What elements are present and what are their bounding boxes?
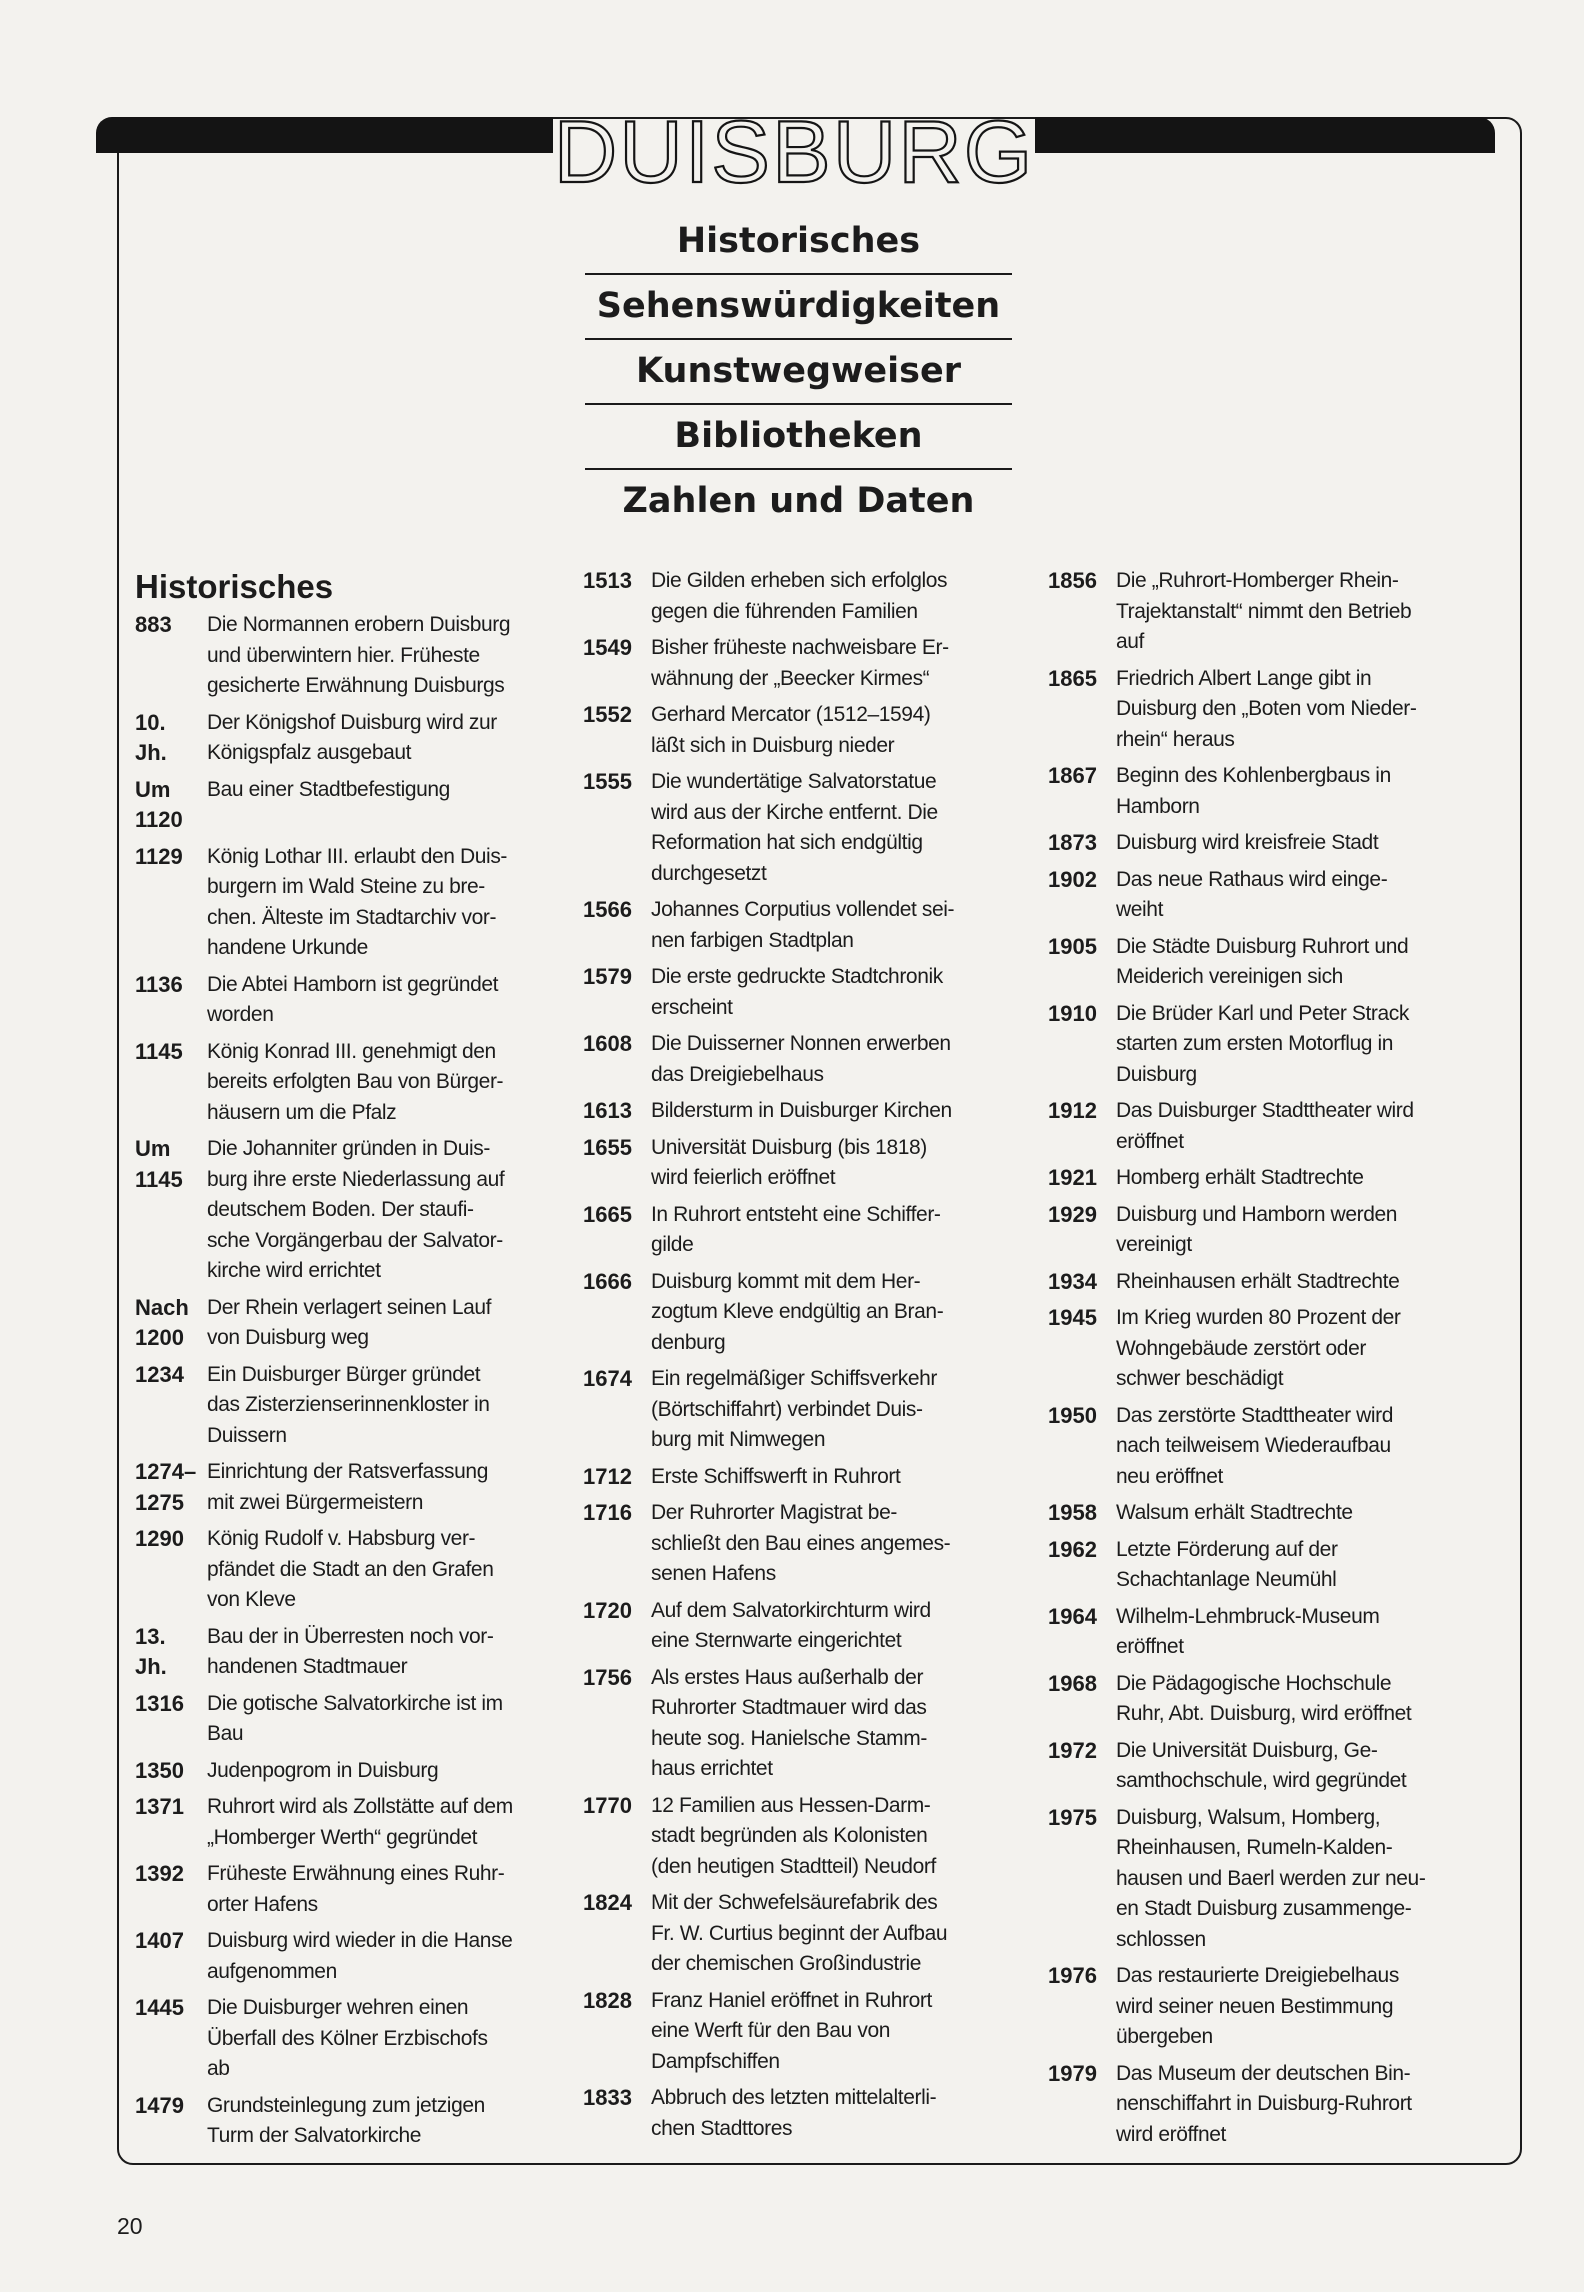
entry-text: Die wundertätige Salvatorstatue wird aus der Kirche entfernt. Die Reformation hat sich endgültig durchgesetzt <box>651 770 938 885</box>
entry-text: Die Abtei Hamborn ist gegründet worden <box>207 972 499 1026</box>
entry-year: 1552 <box>583 702 632 727</box>
entry-text: Bau einer Stadtbefestigung <box>207 777 450 801</box>
timeline-entry <box>135 1134 565 1287</box>
timeline-entry <box>1048 865 1493 926</box>
entry-year: 1371 <box>135 1794 184 1819</box>
entry-text: Der Königshof Duisburg wird zur Königspfalz ausgebaut <box>207 710 497 764</box>
entry-year: 1756 <box>583 1664 632 1690</box>
toc-item-bibliotheken: Bibliotheken <box>585 405 1012 470</box>
entry-text: Die Gilden erheben sich erfolglos gegen die führenden Familien <box>651 569 948 623</box>
entry-year: 1712 <box>583 1463 632 1489</box>
timeline-entry <box>1048 1961 1493 2053</box>
timeline-entry <box>583 1663 1023 1785</box>
entry-text: Die „Ruhrort-Homberger Rhein- Trajektanstalt“ nimmt den Betrieb auf <box>1116 569 1412 653</box>
timeline-entry <box>583 1462 1023 1493</box>
toc-item-historisches: Historisches <box>585 210 1012 275</box>
page-number: 20 <box>117 2213 143 2239</box>
timeline-entry <box>1048 1401 1493 1493</box>
entry-year: Nach 1200 <box>135 1294 189 1350</box>
entry-year: 1513 <box>583 568 632 593</box>
entry-text: Bisher früheste nachweisbare Er- wähnung der „Beecker Kirmes“ <box>651 636 949 690</box>
entry-year: 1720 <box>583 1597 632 1623</box>
entry-year: 1613 <box>583 1098 632 1123</box>
entry-text: Im Krieg wurden 80 Prozent der Wohngebäude zerstört oder schwer beschädigt <box>1116 1306 1401 1390</box>
timeline-entry <box>583 1791 1023 1883</box>
entry-year: 1392 <box>135 1861 184 1886</box>
timeline-entry <box>583 1986 1023 2078</box>
entry-text: Als erstes Haus außerhalb der Ruhrorter Stadtmauer wird das heute sog. Hanielsche Stamm- haus errichtet <box>651 1665 927 1780</box>
entry-text: Die Pädagogische Hochschule Ruhr, Abt. Duisburg, wird eröffnet <box>1116 1671 1412 1725</box>
entry-text: Ein Duisburger Bürger gründet das Zisterzienserinnenkloster in Duissern <box>207 1362 490 1447</box>
entry-text: Duisburg wird wieder in die Hanse aufgenommen <box>207 1929 513 1983</box>
entry-year: 1905 <box>1048 933 1097 959</box>
entry-text: König Rudolf v. Habsburg ver- pfändet die Stadt an den Grafen von Kleve <box>207 1527 494 1611</box>
timeline-entry <box>583 633 1023 694</box>
entry-year: 1902 <box>1048 866 1097 892</box>
timeline-entry <box>1048 1535 1493 1596</box>
entry-year: 1976 <box>1048 1963 1097 1988</box>
timeline-entry <box>1048 1163 1493 1194</box>
entry-text: Die Brüder Karl und Peter Strack starten zum ersten Motorflug in Duisburg <box>1116 1001 1410 1086</box>
timeline-entry <box>583 1498 1023 1590</box>
entry-year: 1316 <box>135 1690 184 1716</box>
entry-year: 1873 <box>1048 830 1097 855</box>
timeline-entry <box>1048 1200 1493 1261</box>
entry-year: 1921 <box>1048 1165 1097 1190</box>
header-bar-left <box>96 117 553 153</box>
entry-year: 1274– 1275 <box>135 1459 197 1515</box>
timeline-entry <box>1048 932 1493 993</box>
entry-text: Grundsteinlegung zum jetzigen Turm der Salvatorkirche <box>207 2093 485 2147</box>
entry-year: 1666 <box>583 1268 632 1294</box>
entry-year: 1407 <box>135 1928 184 1953</box>
timeline-entry <box>135 970 565 1031</box>
entry-year: 1962 <box>1048 1536 1097 1562</box>
entry-year: 1234 <box>135 1361 184 1387</box>
entry-text: Der Ruhrorter Magistrat be- schließt den Bau eines angemes- senen Hafens <box>651 1501 951 1585</box>
header-bar-right <box>1035 117 1495 153</box>
timeline-entry <box>135 1293 565 1354</box>
entry-year: 1716 <box>583 1500 632 1525</box>
entry-text: Bildersturm in Duisburger Kirchen <box>651 1099 952 1122</box>
entry-text: Abbruch des letzten mittelalterli- chen Stadttores <box>651 2086 937 2140</box>
timeline-entry <box>135 1926 565 1987</box>
entry-year: 1549 <box>583 635 632 660</box>
entry-text: Judenpogrom in Duisburg <box>207 1758 439 1782</box>
timeline-entry <box>135 1792 565 1853</box>
entry-year: 1950 <box>1048 1402 1097 1428</box>
entry-text: In Ruhrort entsteht eine Schiffer- gilde <box>651 1202 941 1256</box>
timeline-entry <box>135 1859 565 1920</box>
entry-text: Die Johanniter gründen in Duis- burg ihre erste Niederlassung auf deutschem Boden. Der staufi- sche Vorgängerbau der Salvator- kirche wird errichtet <box>207 1137 505 1282</box>
entry-text: Ein regelmäßiger Schiffsverkehr (Börtschiffahrt) verbindet Duis- burg mit Nimwegen <box>651 1367 937 1451</box>
timeline-entry <box>135 708 565 769</box>
entry-text: König Lothar III. erlaubt den Duis- burgern im Wald Steine zu bre- chen. Älteste im Stadtarchiv vor- handene Urkunde <box>207 844 508 959</box>
entry-text: Johannes Corputius vollendet sei- nen farbigen Stadtplan <box>651 898 955 952</box>
entry-year: 1445 <box>135 1995 184 2020</box>
entry-year: 1833 <box>583 2085 632 2110</box>
entry-text: Duisburg wird kreisfreie Stadt <box>1116 831 1379 854</box>
entry-text: Wilhelm-Lehmbruck-Museum eröffnet <box>1116 1604 1380 1658</box>
entry-text: Die Duisburger wehren einen Überfall des Kölner Erzbischofs ab <box>207 1996 488 2080</box>
entry-year: 1867 <box>1048 763 1097 788</box>
toc-item-sehenswuerdigkeiten: Sehenswürdigkeiten <box>585 275 1012 340</box>
entry-text: Die gotische Salvatorkirche ist im Bau <box>207 1691 503 1745</box>
timeline-entry <box>1048 1736 1493 1797</box>
entry-text: Franz Haniel eröffnet in Ruhrort eine Werft für den Bau von Dampfschiffen <box>651 1988 932 2073</box>
entry-text: Das restaurierte Dreigiebelhaus wird seiner neuen Bestimmung übergeben <box>1116 1964 1399 2048</box>
entry-year: 1674 <box>583 1366 632 1391</box>
timeline-entry <box>1048 1803 1493 1956</box>
toc-item-kunstwegweiser: Kunstwegweiser <box>585 340 1012 405</box>
timeline-entry <box>1048 664 1493 756</box>
entry-text: Universität Duisburg (bis 1818) wird feierlich eröffnet <box>651 1135 927 1189</box>
entry-text: Friedrich Albert Lange gibt in Duisburg den „Boten vom Nieder- rhein“ heraus <box>1116 666 1417 751</box>
timeline-entry <box>1048 1096 1493 1157</box>
timeline-entry <box>583 2083 1023 2144</box>
entry-text: Die Universität Duisburg, Ge- samthochschule, wird gegründet <box>1116 1738 1407 1792</box>
entry-year: 1555 <box>583 769 632 794</box>
entry-year: 1655 <box>583 1134 632 1160</box>
entry-text: Letzte Förderung auf der Schachtanlage Neumühl <box>1116 1537 1338 1591</box>
timeline-entry <box>135 1524 565 1616</box>
entry-year: 1770 <box>583 1792 632 1818</box>
entry-year: 1828 <box>583 1987 632 2013</box>
entry-text: Die Städte Duisburg Ruhrort und Meiderich vereinigen sich <box>1116 934 1409 988</box>
entry-text: Walsum erhält Stadtrechte <box>1116 1501 1353 1524</box>
entry-year: 1608 <box>583 1031 632 1056</box>
entry-text: Die Duisserner Nonnen erwerben das Dreigiebelhaus <box>651 1032 951 1086</box>
timeline-entry <box>1048 1602 1493 1663</box>
timeline-entry <box>1048 999 1493 1091</box>
timeline-entry <box>583 1364 1023 1456</box>
entry-year: 13. Jh. <box>135 1623 167 1679</box>
timeline-entry <box>135 1360 565 1452</box>
entry-text: Das neue Rathaus wird einge- weiht <box>1116 867 1388 921</box>
timeline-entry <box>583 895 1023 956</box>
timeline-entry <box>135 610 565 702</box>
entry-year: 1972 <box>1048 1737 1097 1763</box>
timeline-entry <box>135 1457 565 1518</box>
entry-year: 1145 <box>135 1038 183 1064</box>
timeline-entry <box>1048 761 1493 822</box>
timeline-entry <box>1048 566 1493 658</box>
timeline-entry <box>135 1622 565 1683</box>
entry-year: 1968 <box>1048 1670 1097 1696</box>
entry-text: Auf dem Salvatorkirchturm wird eine Sternwarte eingerichtet <box>651 1598 931 1652</box>
entry-year: 883 <box>135 612 172 637</box>
entry-text: Duisburg, Walsum, Homberg, Rheinhausen, Rumeln-Kalden- hausen und Baerl werden zur neu- en Stadt Duisburg zusammenge- schlossen <box>1116 1805 1426 1951</box>
timeline-entry <box>583 1267 1023 1359</box>
entry-year: 1912 <box>1048 1098 1097 1123</box>
entry-year: 1129 <box>135 843 183 869</box>
timeline-entry <box>583 1029 1023 1090</box>
timeline-entry <box>135 1993 565 2085</box>
entry-year: 1929 <box>1048 1201 1097 1227</box>
entry-year: 1979 <box>1048 2060 1097 2086</box>
table-of-contents <box>585 210 1012 533</box>
entry-year: 1910 <box>1048 1000 1097 1026</box>
entry-year: 1350 <box>135 1757 184 1783</box>
entry-year: Um 1120 <box>135 776 183 832</box>
timeline-entry <box>1048 1498 1493 1529</box>
timeline-entry <box>583 1200 1023 1261</box>
timeline-entry <box>583 1133 1023 1194</box>
timeline-entry <box>135 1689 565 1750</box>
entry-year: Um 1145 <box>135 1136 183 1192</box>
timeline-entry <box>1048 828 1493 859</box>
entry-text: Das Museum der deutschen Bin- nenschiffahrt in Duisburg-Ruhrort wird eröffnet <box>1116 2061 1412 2146</box>
entry-text: Homberg erhält Stadtrechte <box>1116 1166 1364 1189</box>
entry-text: Einrichtung der Ratsverfassung mit zwei Bürgermeistern <box>207 1460 488 1514</box>
timeline-column-3 <box>1048 566 1493 2156</box>
timeline-entry <box>583 700 1023 761</box>
entry-year: 1975 <box>1048 1804 1097 1830</box>
timeline-entry <box>583 566 1023 627</box>
entry-year: 1945 <box>1048 1305 1097 1330</box>
entry-text: Der Rhein verlagert seinen Lauf von Duisburg weg <box>207 1295 492 1349</box>
timeline-entry <box>1048 1303 1493 1395</box>
timeline-column-1 <box>135 566 565 2158</box>
entry-text: Gerhard Mercator (1512–1594) läßt sich in Duisburg nieder <box>651 703 931 757</box>
timeline-entry <box>583 767 1023 889</box>
timeline-column-2 <box>583 566 1023 2150</box>
entry-text: Erste Schiffswerft in Ruhrort <box>651 1464 901 1488</box>
entry-year: 1865 <box>1048 665 1097 691</box>
entry-text: 12 Familien aus Hessen-Darm- stadt begründen als Kolonisten (den heutigen Stadtteil) Neudorf <box>651 1793 936 1878</box>
entry-text: Früheste Erwähnung eines Ruhr- orter Hafens <box>207 1862 505 1916</box>
timeline-entry <box>583 1888 1023 1980</box>
entry-text: Das zerstörte Stadttheater wird nach teilweisem Wiederaufbau neu eröffnet <box>1116 1403 1394 1488</box>
entry-year: 1479 <box>135 2092 184 2118</box>
timeline-entry <box>1048 2059 1493 2151</box>
entry-year: 1964 <box>1048 1603 1097 1629</box>
timeline-entry <box>1048 1267 1493 1298</box>
timeline-entry <box>583 962 1023 1023</box>
entry-text: Bau der in Überresten noch vor- handenen Stadtmauer <box>207 1624 494 1678</box>
entry-year: 10. Jh. <box>135 709 167 765</box>
entry-text: Mit der Schwefelsäurefabrik des Fr. W. Curtius beginnt der Aufbau der chemischen Großindustrie <box>651 1891 948 1975</box>
entry-text: Rheinhausen erhält Stadtrechte <box>1116 1269 1400 1293</box>
entry-text: Duisburg kommt mit dem Her- zogtum Kleve endgültig an Bran- denburg <box>651 1269 944 1354</box>
section-title: Historisches <box>135 568 334 605</box>
entry-text: Duisburg und Hamborn werden vereinigt <box>1116 1202 1398 1256</box>
entry-year: 1136 <box>135 971 183 997</box>
timeline-entry <box>135 1756 565 1787</box>
entry-year: 1958 <box>1048 1500 1097 1525</box>
timeline-entry <box>135 1037 565 1129</box>
timeline-entry <box>583 1596 1023 1657</box>
entry-year: 1856 <box>1048 568 1097 593</box>
entry-text: Ruhrort wird als Zollstätte auf dem „Homberger Werth“ gegründet <box>207 1795 513 1849</box>
entry-text: König Konrad III. genehmigt den bereits erfolgten Bau von Bürger- häusern um die Pfalz <box>207 1039 504 1124</box>
entry-year: 1824 <box>583 1890 632 1915</box>
timeline-entry <box>135 842 565 964</box>
entry-year: 1566 <box>583 897 632 922</box>
timeline-entry <box>1048 1669 1493 1730</box>
timeline-entry <box>135 2091 565 2152</box>
timeline-entry <box>583 1096 1023 1127</box>
entry-year: 1665 <box>583 1201 632 1227</box>
entry-text: Beginn des Kohlenbergbaus in Hamborn <box>1116 764 1391 818</box>
entry-year: 1579 <box>583 964 632 989</box>
entry-text: Die erste gedruckte Stadtchronik erscheint <box>651 965 943 1019</box>
page-title: DUISBURG <box>553 102 1035 201</box>
toc-item-zahlen-und-daten: Zahlen und Daten <box>622 481 975 521</box>
timeline-entry <box>135 775 565 836</box>
entry-text: Die Normannen erobern Duisburg und überwintern hier. Früheste gesicherte Erwähnung Duisburgs <box>207 613 511 697</box>
entry-year: 1290 <box>135 1526 184 1551</box>
entry-year: 1934 <box>1048 1268 1097 1294</box>
entry-text: Das Duisburger Stadttheater wird eröffnet <box>1116 1099 1414 1153</box>
